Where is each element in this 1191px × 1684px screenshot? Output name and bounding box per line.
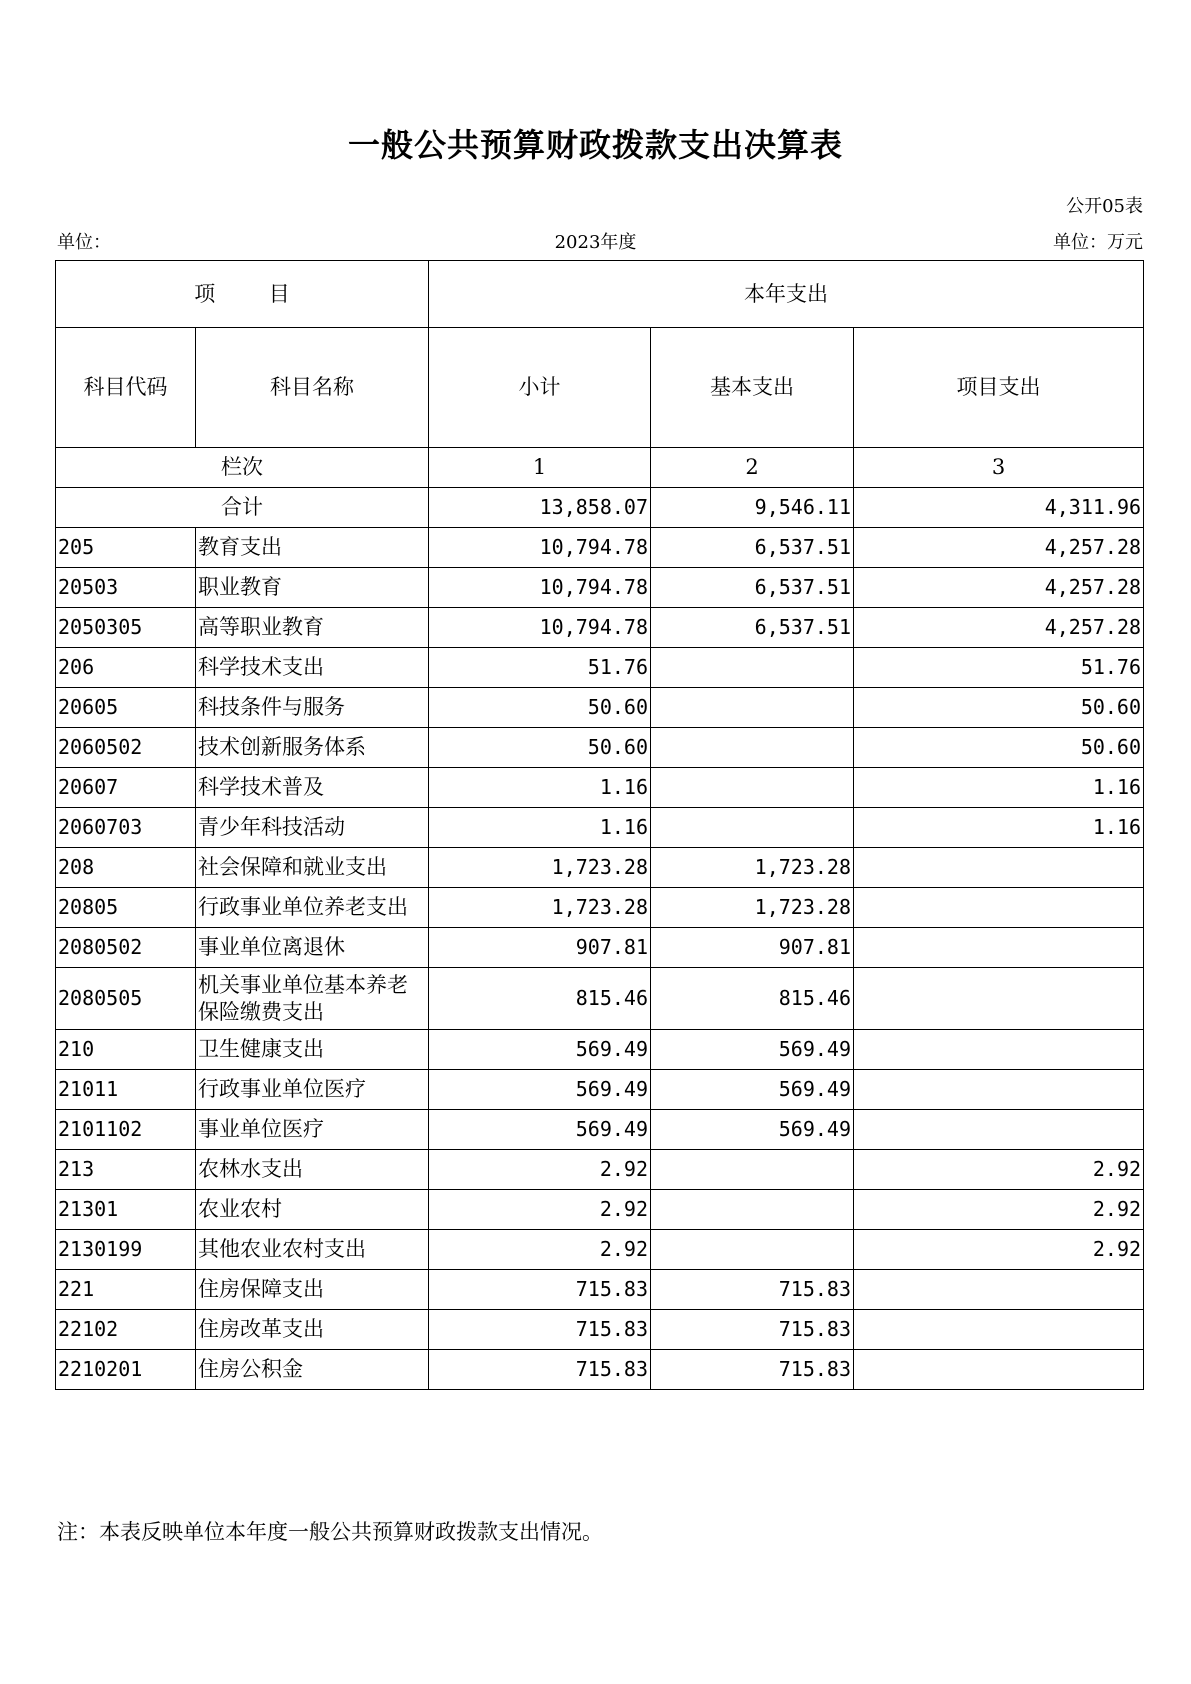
- row-basic: [651, 808, 854, 848]
- row-code: 2060703: [56, 808, 196, 848]
- row-name: 教育支出: [196, 528, 429, 568]
- row-basic: [651, 728, 854, 768]
- total-project: 4,311.96: [854, 488, 1144, 528]
- form-number: 公开05表: [1066, 196, 1143, 217]
- row-code: 2050305: [56, 608, 196, 648]
- table-row: [56, 968, 1144, 1030]
- column-index-3: 3: [854, 448, 1144, 488]
- table-row: [56, 608, 1144, 648]
- row-project: [854, 928, 1144, 968]
- row-project: 2.92: [854, 1230, 1144, 1270]
- row-name: 卫生健康支出: [196, 1030, 429, 1070]
- column-index-label: 栏次: [56, 448, 429, 488]
- table-row: [56, 808, 1144, 848]
- row-code: 210: [56, 1030, 196, 1070]
- row-project: [854, 888, 1144, 928]
- row-subtotal: 50.60: [429, 688, 651, 728]
- header-item: 项 目: [56, 261, 429, 328]
- row-code: 21011: [56, 1070, 196, 1110]
- row-name: 农林水支出: [196, 1150, 429, 1190]
- row-project: [854, 1350, 1144, 1390]
- header-name: 科目名称: [196, 328, 429, 448]
- row-basic: 6,537.51: [651, 528, 854, 568]
- row-basic: [651, 1150, 854, 1190]
- page-title: 一般公共预算财政拨款支出决算表: [347, 126, 843, 164]
- row-subtotal: 10,794.78: [429, 568, 651, 608]
- row-basic: 6,537.51: [651, 568, 854, 608]
- table-row: [56, 528, 1144, 568]
- row-code: 2080502: [56, 928, 196, 968]
- column-index-1: 1: [429, 448, 651, 488]
- row-code: 20605: [56, 688, 196, 728]
- row-name: 科技条件与服务: [196, 688, 429, 728]
- row-subtotal: 10,794.78: [429, 608, 651, 648]
- row-project: 4,257.28: [854, 568, 1144, 608]
- table-row: [56, 728, 1144, 768]
- row-project: [854, 848, 1144, 888]
- row-name: 其他农业农村支出: [196, 1230, 429, 1270]
- row-name: 住房改革支出: [196, 1310, 429, 1350]
- row-code: 2210201: [56, 1350, 196, 1390]
- table-row: [56, 928, 1144, 968]
- table-row: [56, 1070, 1144, 1110]
- total-subtotal: 13,858.07: [429, 488, 651, 528]
- row-name: 高等职业教育: [196, 608, 429, 648]
- column-index-2: 2: [651, 448, 854, 488]
- row-subtotal: 50.60: [429, 728, 651, 768]
- row-name: 事业单位医疗: [196, 1110, 429, 1150]
- row-code: 20503: [56, 568, 196, 608]
- row-subtotal: 2.92: [429, 1230, 651, 1270]
- row-name: 行政事业单位医疗: [196, 1070, 429, 1110]
- row-basic: 569.49: [651, 1110, 854, 1150]
- row-basic: [651, 1190, 854, 1230]
- row-name: 青少年科技活动: [196, 808, 429, 848]
- row-name: 技术创新服务体系: [196, 728, 429, 768]
- row-basic: 815.46: [651, 968, 854, 1030]
- row-subtotal: 10,794.78: [429, 528, 651, 568]
- row-subtotal: 569.49: [429, 1070, 651, 1110]
- row-project: 1.16: [854, 808, 1144, 848]
- header-project: 项目支出: [854, 328, 1144, 448]
- row-project: [854, 1030, 1144, 1070]
- row-name: 行政事业单位养老支出: [196, 888, 429, 928]
- table-row: [56, 1310, 1144, 1350]
- row-code: 208: [56, 848, 196, 888]
- row-subtotal: 1,723.28: [429, 888, 651, 928]
- table-row: [56, 1350, 1144, 1390]
- header-row-columns: [56, 328, 1144, 448]
- row-project: 50.60: [854, 728, 1144, 768]
- row-project: 4,257.28: [854, 528, 1144, 568]
- row-subtotal: 2.92: [429, 1190, 651, 1230]
- row-project: [854, 1310, 1144, 1350]
- row-basic: [651, 1230, 854, 1270]
- table-row: [56, 1030, 1144, 1070]
- table-row: [56, 648, 1144, 688]
- table-row: [56, 888, 1144, 928]
- table-row: [56, 768, 1144, 808]
- header-code: 科目代码: [56, 328, 196, 448]
- row-code: 22102: [56, 1310, 196, 1350]
- row-project: 1.16: [854, 768, 1144, 808]
- table-row: [56, 1230, 1144, 1270]
- row-name: 住房保障支出: [196, 1270, 429, 1310]
- row-subtotal: 1,723.28: [429, 848, 651, 888]
- row-project: 4,257.28: [854, 608, 1144, 648]
- header-basic: 基本支出: [651, 328, 854, 448]
- row-code: 2101102: [56, 1110, 196, 1150]
- table-row: [56, 1110, 1144, 1150]
- row-subtotal: 715.83: [429, 1270, 651, 1310]
- total-row: [56, 488, 1144, 528]
- row-basic: 715.83: [651, 1270, 854, 1310]
- fiscal-year: 2023年度: [554, 232, 637, 253]
- header-row-top: [56, 261, 1144, 328]
- row-subtotal: 715.83: [429, 1310, 651, 1350]
- column-index-row: [56, 448, 1144, 488]
- row-name: 农业农村: [196, 1190, 429, 1230]
- row-code: 21301: [56, 1190, 196, 1230]
- row-code: 2130199: [56, 1230, 196, 1270]
- table-row: [56, 1150, 1144, 1190]
- row-basic: 6,537.51: [651, 608, 854, 648]
- row-code: 20607: [56, 768, 196, 808]
- row-basic: [651, 688, 854, 728]
- row-subtotal: 2.92: [429, 1150, 651, 1190]
- table-row: [56, 1270, 1144, 1310]
- row-subtotal: 907.81: [429, 928, 651, 968]
- currency-unit: 单位：万元: [1053, 232, 1143, 253]
- row-subtotal: 51.76: [429, 648, 651, 688]
- row-name: 社会保障和就业支出: [196, 848, 429, 888]
- row-code: 213: [56, 1150, 196, 1190]
- row-subtotal: 715.83: [429, 1350, 651, 1390]
- footnote: 注：本表反映单位本年度一般公共预算财政拨款支出情况。: [57, 1520, 603, 1544]
- row-name: 事业单位离退休: [196, 928, 429, 968]
- row-project: 51.76: [854, 648, 1144, 688]
- row-basic: [651, 768, 854, 808]
- row-project: [854, 1270, 1144, 1310]
- row-subtotal: 815.46: [429, 968, 651, 1030]
- total-label: 合计: [56, 488, 429, 528]
- table-row: [56, 848, 1144, 888]
- row-subtotal: 1.16: [429, 768, 651, 808]
- row-basic: 715.83: [651, 1310, 854, 1350]
- row-code: 2060502: [56, 728, 196, 768]
- row-code: 2080505: [56, 968, 196, 1030]
- row-basic: 715.83: [651, 1350, 854, 1390]
- row-code: 206: [56, 648, 196, 688]
- row-name: 科学技术支出: [196, 648, 429, 688]
- row-project: [854, 968, 1144, 1030]
- table-row: [56, 568, 1144, 608]
- table-row: [56, 1190, 1144, 1230]
- row-subtotal: 569.49: [429, 1030, 651, 1070]
- row-project: 50.60: [854, 688, 1144, 728]
- row-code: 221: [56, 1270, 196, 1310]
- row-name: 职业教育: [196, 568, 429, 608]
- row-project: [854, 1110, 1144, 1150]
- row-name: 科学技术普及: [196, 768, 429, 808]
- total-basic: 9,546.11: [651, 488, 854, 528]
- row-basic: 1,723.28: [651, 848, 854, 888]
- row-subtotal: 569.49: [429, 1110, 651, 1150]
- row-project: 2.92: [854, 1150, 1144, 1190]
- row-subtotal: 1.16: [429, 808, 651, 848]
- header-subtotal: 小计: [429, 328, 651, 448]
- row-project: 2.92: [854, 1190, 1144, 1230]
- row-basic: 569.49: [651, 1070, 854, 1110]
- row-basic: [651, 648, 854, 688]
- row-name: 住房公积金: [196, 1350, 429, 1390]
- row-basic: 569.49: [651, 1030, 854, 1070]
- expenditure-table: [55, 260, 1144, 1390]
- unit-label: 单位：: [57, 232, 111, 253]
- header-this-year: 本年支出: [429, 261, 1144, 328]
- row-basic: 1,723.28: [651, 888, 854, 928]
- row-project: [854, 1070, 1144, 1110]
- row-code: 205: [56, 528, 196, 568]
- table-row: [56, 688, 1144, 728]
- row-name: 机关事业单位基本养老保险缴费支出: [196, 968, 429, 1030]
- row-basic: 907.81: [651, 928, 854, 968]
- row-code: 20805: [56, 888, 196, 928]
